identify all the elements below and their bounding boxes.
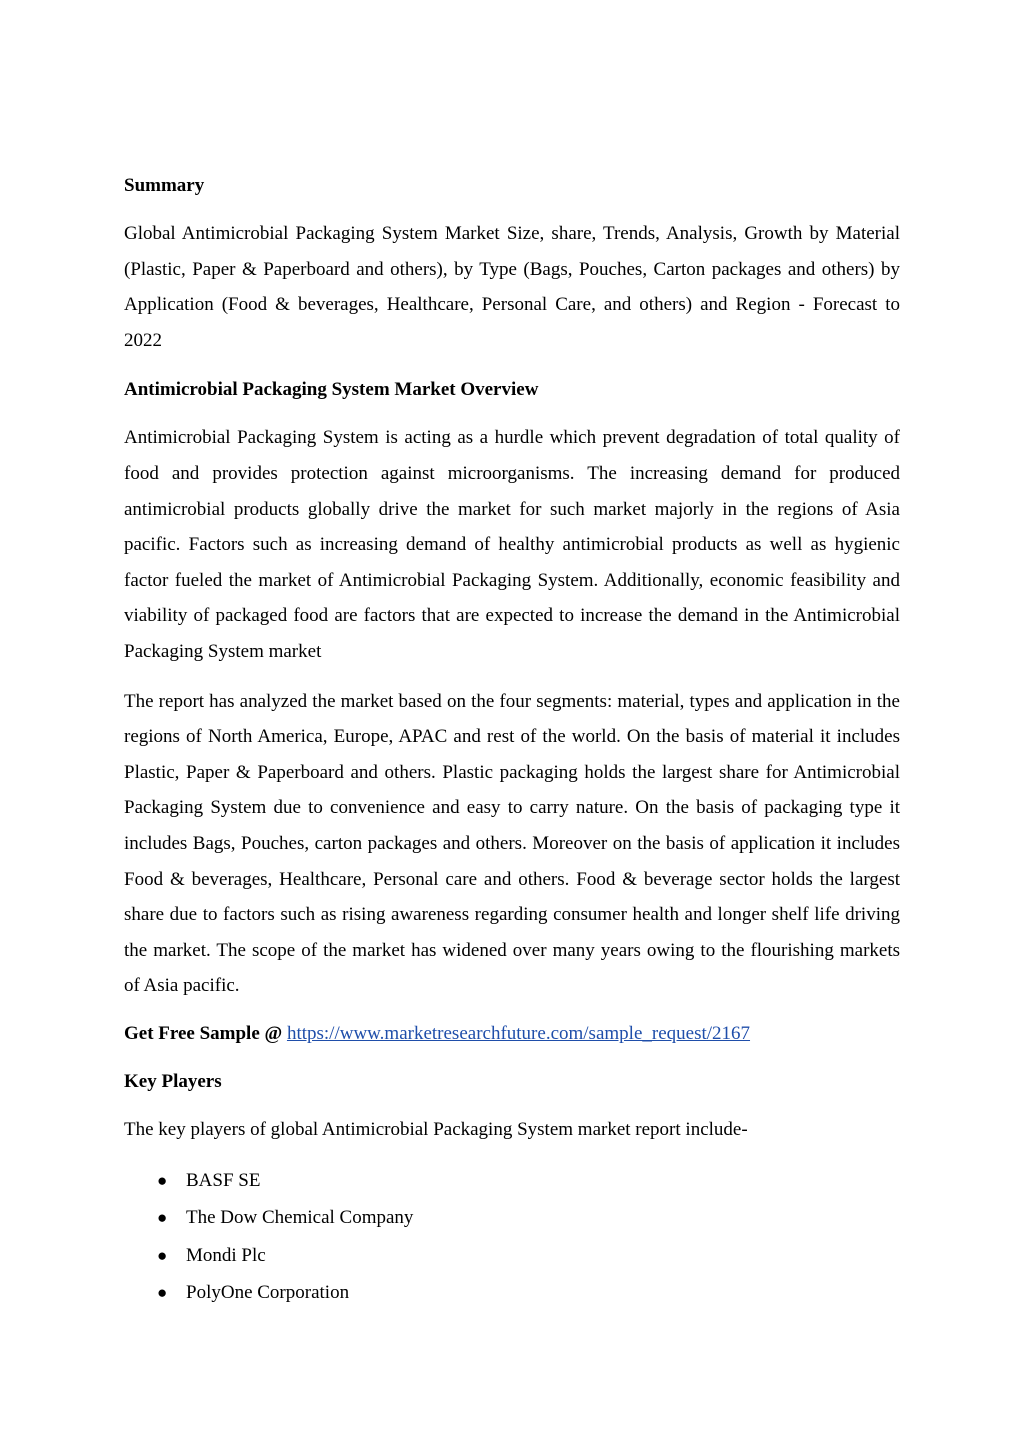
- overview-heading: Antimicrobial Packaging System Market Overview: [124, 379, 539, 401]
- free-sample-link[interactable]: https://www.marketresearchfuture.com/sample_request/2167: [286, 1022, 751, 1044]
- list-item: [124, 1237, 900, 1274]
- bullet-icon: ●: [157, 1245, 168, 1265]
- overview-paragraph-1: Antimicrobial Packaging System is acting as a hurdle which prevent degradation of total quality of food and provides protection against microorganisms. The increasing demand for produced antimicrobial products globally drive the market for such market majorly in the regions of Asia pacific. Factors such as increasing demand of healthy antimicrobial products as well as hygienic factor fueled the market of Antimicrobial Packaging System. Additionally, economic feasibility and viability of packaged food are factors that are expected to increase the demand in the Antimicrobial Packaging System market: [124, 427, 900, 662]
- player-name: The Dow Chemical Company: [186, 1207, 414, 1229]
- list-item: [124, 1274, 900, 1311]
- key-players-intro: The key players of global Antimicrobial Packaging System market report include-: [124, 1118, 748, 1140]
- overview-paragraph-2: The report has analyzed the market based on the four segments: material, types and application in the regions of North America, Europe, APAC and rest of the world. On the basis of material it includes Plastic, Paper & Paperboard and others. Plastic packaging holds the largest share for Antimicrobial Packaging System due to convenience and easy to carry nature. On the basis of packaging type it includes Bags, Pouches, carton packages and others. Moreover on the basis of application it includes Food & beverages, Healthcare, Personal care and others. Food & beverage sector holds the largest share due to factors such as rising awareness regarding consumer health and longer shelf life driving the market. The scope of the market has widened over many years owing to the flourishing markets of Asia pacific.: [124, 690, 900, 997]
- key-players-list: [124, 1162, 900, 1312]
- player-name: Mondi Plc: [186, 1244, 266, 1266]
- player-name: PolyOne Corporation: [186, 1282, 350, 1304]
- bullet-icon: ●: [157, 1283, 168, 1303]
- summary-text: Global Antimicrobial Packaging System Market Size, share, Trends, Analysis, Growth by Material (Plastic, Paper & Paperboard and others), by Type (Bags, Pouches, Carton packages and others) by Application (Food & beverages, Healthcare, Personal Care, and others) and Region - Forecast to 2022: [124, 223, 900, 351]
- key-players-heading: Key Players: [124, 1070, 222, 1092]
- document-page: [124, 170, 900, 1312]
- free-sample-line: [124, 1018, 900, 1050]
- bullet-icon: ●: [157, 1208, 168, 1228]
- bullet-icon: ●: [157, 1170, 168, 1190]
- list-item: [124, 1199, 900, 1236]
- list-item: [124, 1162, 900, 1199]
- player-name: BASF SE: [186, 1169, 261, 1191]
- summary-heading: Summary: [124, 175, 205, 196]
- free-sample-label: Get Free Sample @: [124, 1022, 283, 1044]
